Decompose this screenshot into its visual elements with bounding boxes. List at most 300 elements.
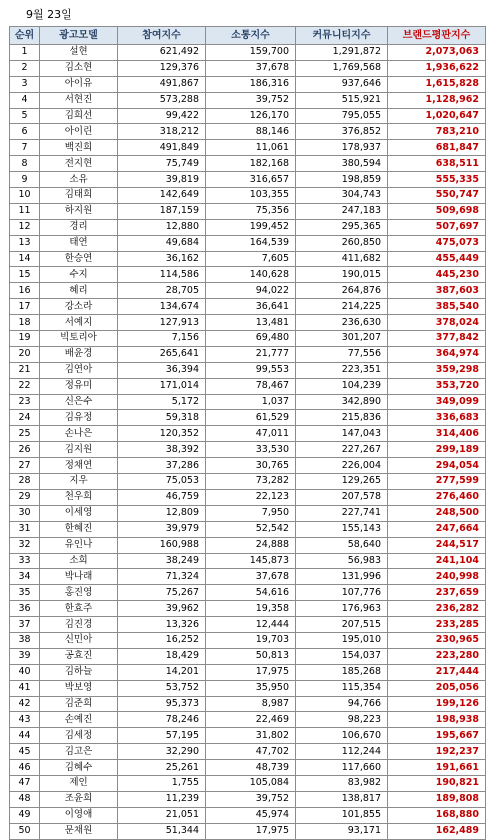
- table-row: [10, 76, 486, 92]
- communication-cell: 17,975: [206, 823, 296, 839]
- community-cell: 190,015: [296, 267, 388, 283]
- table-row: [10, 378, 486, 394]
- community-cell: 94,766: [296, 696, 388, 712]
- brand-cell: 199,126: [388, 696, 486, 712]
- communication-cell: 48,739: [206, 760, 296, 776]
- brand-cell: 2,073,063: [388, 45, 486, 61]
- table-row: [10, 505, 486, 521]
- brand-cell: 299,189: [388, 442, 486, 458]
- rank-cell: 8: [10, 156, 40, 172]
- brand-cell: 277,599: [388, 474, 486, 490]
- model-cell: 김태희: [40, 188, 118, 204]
- brand-cell: 1,936,622: [388, 60, 486, 76]
- model-cell: 혜리: [40, 283, 118, 299]
- model-cell: 소유: [40, 172, 118, 188]
- model-cell: 강소라: [40, 299, 118, 315]
- model-cell: 신은수: [40, 394, 118, 410]
- communication-cell: 105,084: [206, 775, 296, 791]
- communication-cell: 19,703: [206, 632, 296, 648]
- community-cell: 178,937: [296, 140, 388, 156]
- table-row: [10, 331, 486, 347]
- model-cell: 수지: [40, 267, 118, 283]
- communication-cell: 22,469: [206, 712, 296, 728]
- participation-cell: 265,641: [118, 346, 206, 362]
- communication-cell: 1,037: [206, 394, 296, 410]
- rank-cell: 26: [10, 442, 40, 458]
- rank-cell: 17: [10, 299, 40, 315]
- brand-cell: 247,664: [388, 521, 486, 537]
- brand-cell: 233,285: [388, 617, 486, 633]
- communication-cell: 45,974: [206, 807, 296, 823]
- communication-cell: 39,752: [206, 92, 296, 108]
- participation-cell: 127,913: [118, 315, 206, 331]
- rank-cell: 6: [10, 124, 40, 140]
- communication-cell: 316,657: [206, 172, 296, 188]
- model-cell: 한승연: [40, 251, 118, 267]
- table-row: [10, 728, 486, 744]
- participation-cell: 71,324: [118, 569, 206, 585]
- participation-cell: 491,867: [118, 76, 206, 92]
- participation-cell: 46,759: [118, 489, 206, 505]
- table-row: [10, 553, 486, 569]
- participation-cell: 95,373: [118, 696, 206, 712]
- communication-cell: 103,355: [206, 188, 296, 204]
- communication-cell: 39,752: [206, 791, 296, 807]
- table-row: [10, 346, 486, 362]
- brand-cell: 783,210: [388, 124, 486, 140]
- participation-cell: 12,809: [118, 505, 206, 521]
- brand-cell: 240,998: [388, 569, 486, 585]
- table-row: [10, 108, 486, 124]
- brand-cell: 244,517: [388, 537, 486, 553]
- table-row: [10, 362, 486, 378]
- brand-cell: 445,230: [388, 267, 486, 283]
- participation-cell: 75,749: [118, 156, 206, 172]
- communication-cell: 47,702: [206, 744, 296, 760]
- communication-cell: 22,123: [206, 489, 296, 505]
- model-cell: 유인나: [40, 537, 118, 553]
- community-cell: 380,594: [296, 156, 388, 172]
- participation-cell: 59,318: [118, 410, 206, 426]
- brand-cell: 190,821: [388, 775, 486, 791]
- table-row: [10, 569, 486, 585]
- communication-cell: 13,481: [206, 315, 296, 331]
- communication-cell: 21,777: [206, 346, 296, 362]
- rank-cell: 46: [10, 760, 40, 776]
- brand-cell: 241,104: [388, 553, 486, 569]
- model-cell: 경리: [40, 219, 118, 235]
- table-body: [10, 45, 486, 840]
- communication-cell: 54,616: [206, 585, 296, 601]
- communication-cell: 12,444: [206, 617, 296, 633]
- community-cell: 115,354: [296, 680, 388, 696]
- communication-cell: 8,987: [206, 696, 296, 712]
- community-cell: 207,515: [296, 617, 388, 633]
- date-label: 9월 23일: [26, 8, 72, 21]
- participation-cell: 18,429: [118, 648, 206, 664]
- participation-cell: 621,492: [118, 45, 206, 61]
- model-cell: 조윤희: [40, 791, 118, 807]
- community-cell: 247,183: [296, 203, 388, 219]
- model-cell: 전지현: [40, 156, 118, 172]
- rank-cell: 20: [10, 346, 40, 362]
- participation-cell: 318,212: [118, 124, 206, 140]
- model-cell: 아이유: [40, 76, 118, 92]
- rank-cell: 41: [10, 680, 40, 696]
- communication-cell: 37,678: [206, 60, 296, 76]
- community-cell: 215,836: [296, 410, 388, 426]
- communication-cell: 145,873: [206, 553, 296, 569]
- community-cell: 1,291,872: [296, 45, 388, 61]
- model-cell: 태연: [40, 235, 118, 251]
- community-cell: 227,267: [296, 442, 388, 458]
- community-cell: 198,859: [296, 172, 388, 188]
- table-row: [10, 585, 486, 601]
- community-cell: 56,983: [296, 553, 388, 569]
- participation-cell: 37,286: [118, 458, 206, 474]
- header-participation: 참여지수: [118, 27, 206, 45]
- rank-cell: 31: [10, 521, 40, 537]
- model-cell: 김희선: [40, 108, 118, 124]
- model-cell: 배윤경: [40, 346, 118, 362]
- brand-cell: 377,842: [388, 331, 486, 347]
- rank-cell: 34: [10, 569, 40, 585]
- communication-cell: 88,146: [206, 124, 296, 140]
- rank-cell: 40: [10, 664, 40, 680]
- table-row: [10, 203, 486, 219]
- table-row: [10, 188, 486, 204]
- participation-cell: 160,988: [118, 537, 206, 553]
- rank-cell: 30: [10, 505, 40, 521]
- brand-cell: 509,698: [388, 203, 486, 219]
- model-cell: 설현: [40, 45, 118, 61]
- communication-cell: 37,678: [206, 569, 296, 585]
- table-row: [10, 601, 486, 617]
- rank-cell: 37: [10, 617, 40, 633]
- model-cell: 이영애: [40, 807, 118, 823]
- model-cell: 김연아: [40, 362, 118, 378]
- brand-cell: 237,659: [388, 585, 486, 601]
- table-row: [10, 648, 486, 664]
- community-cell: 227,741: [296, 505, 388, 521]
- model-cell: 손나은: [40, 426, 118, 442]
- participation-cell: 78,246: [118, 712, 206, 728]
- communication-cell: 31,802: [206, 728, 296, 744]
- rank-cell: 16: [10, 283, 40, 299]
- rank-cell: 43: [10, 712, 40, 728]
- brand-cell: 198,938: [388, 712, 486, 728]
- community-cell: 176,963: [296, 601, 388, 617]
- rank-cell: 25: [10, 426, 40, 442]
- community-cell: 304,743: [296, 188, 388, 204]
- table-row: [10, 712, 486, 728]
- participation-cell: 51,344: [118, 823, 206, 839]
- community-cell: 129,265: [296, 474, 388, 490]
- participation-cell: 36,162: [118, 251, 206, 267]
- brand-cell: 353,720: [388, 378, 486, 394]
- table-row: [10, 474, 486, 490]
- participation-cell: 39,819: [118, 172, 206, 188]
- participation-cell: 11,239: [118, 791, 206, 807]
- model-cell: 빅토리아: [40, 331, 118, 347]
- participation-cell: 38,249: [118, 553, 206, 569]
- model-cell: 정유미: [40, 378, 118, 394]
- table-row: [10, 760, 486, 776]
- brand-cell: 189,808: [388, 791, 486, 807]
- brand-cell: 230,965: [388, 632, 486, 648]
- community-cell: 411,682: [296, 251, 388, 267]
- rank-cell: 49: [10, 807, 40, 823]
- participation-cell: 39,962: [118, 601, 206, 617]
- community-cell: 93,171: [296, 823, 388, 839]
- participation-cell: 13,326: [118, 617, 206, 633]
- table-row: [10, 315, 486, 331]
- rank-cell: 19: [10, 331, 40, 347]
- model-cell: 백진희: [40, 140, 118, 156]
- table-row: [10, 140, 486, 156]
- participation-cell: 32,290: [118, 744, 206, 760]
- table-row: [10, 489, 486, 505]
- community-cell: 106,670: [296, 728, 388, 744]
- model-cell: 김세정: [40, 728, 118, 744]
- brand-cell: 364,974: [388, 346, 486, 362]
- rank-cell: 3: [10, 76, 40, 92]
- communication-cell: 30,765: [206, 458, 296, 474]
- brand-cell: 336,683: [388, 410, 486, 426]
- rank-cell: 18: [10, 315, 40, 331]
- rank-cell: 2: [10, 60, 40, 76]
- rank-cell: 44: [10, 728, 40, 744]
- table-row: [10, 775, 486, 791]
- participation-cell: 134,674: [118, 299, 206, 315]
- model-cell: 박나래: [40, 569, 118, 585]
- participation-cell: 120,352: [118, 426, 206, 442]
- brand-cell: 455,449: [388, 251, 486, 267]
- brand-cell: 1,020,647: [388, 108, 486, 124]
- brand-cell: 1,128,962: [388, 92, 486, 108]
- rank-cell: 22: [10, 378, 40, 394]
- community-cell: 98,223: [296, 712, 388, 728]
- communication-cell: 33,530: [206, 442, 296, 458]
- communication-cell: 35,950: [206, 680, 296, 696]
- table-row: [10, 617, 486, 633]
- participation-cell: 14,201: [118, 664, 206, 680]
- table-row: [10, 299, 486, 315]
- communication-cell: 36,641: [206, 299, 296, 315]
- brand-cell: 168,880: [388, 807, 486, 823]
- brand-cell: 359,298: [388, 362, 486, 378]
- model-cell: 이세영: [40, 505, 118, 521]
- table-row: [10, 632, 486, 648]
- communication-cell: 69,480: [206, 331, 296, 347]
- model-cell: 홍진영: [40, 585, 118, 601]
- community-cell: 77,556: [296, 346, 388, 362]
- communication-cell: 140,628: [206, 267, 296, 283]
- communication-cell: 11,061: [206, 140, 296, 156]
- participation-cell: 25,261: [118, 760, 206, 776]
- model-cell: 서현진: [40, 92, 118, 108]
- participation-cell: 49,684: [118, 235, 206, 251]
- table-row: [10, 426, 486, 442]
- table-row: [10, 823, 486, 839]
- brand-cell: 195,667: [388, 728, 486, 744]
- communication-cell: 52,542: [206, 521, 296, 537]
- model-cell: 한효주: [40, 601, 118, 617]
- table-row: [10, 235, 486, 251]
- communication-cell: 19,358: [206, 601, 296, 617]
- table-row: [10, 744, 486, 760]
- rank-cell: 38: [10, 632, 40, 648]
- model-cell: 김준희: [40, 696, 118, 712]
- table-row: [10, 60, 486, 76]
- community-cell: 236,630: [296, 315, 388, 331]
- participation-cell: 16,252: [118, 632, 206, 648]
- model-cell: 신민아: [40, 632, 118, 648]
- community-cell: 58,640: [296, 537, 388, 553]
- communication-cell: 73,282: [206, 474, 296, 490]
- community-cell: 376,852: [296, 124, 388, 140]
- table-row: [10, 458, 486, 474]
- brand-cell: 385,540: [388, 299, 486, 315]
- rank-cell: 10: [10, 188, 40, 204]
- community-cell: 1,769,568: [296, 60, 388, 76]
- rank-cell: 13: [10, 235, 40, 251]
- participation-cell: 573,288: [118, 92, 206, 108]
- rank-cell: 29: [10, 489, 40, 505]
- community-cell: 207,578: [296, 489, 388, 505]
- table-row: [10, 172, 486, 188]
- brand-cell: 1,615,828: [388, 76, 486, 92]
- rank-cell: 7: [10, 140, 40, 156]
- communication-cell: 182,168: [206, 156, 296, 172]
- rank-cell: 39: [10, 648, 40, 664]
- community-cell: 117,660: [296, 760, 388, 776]
- rank-cell: 1: [10, 45, 40, 61]
- model-cell: 박보영: [40, 680, 118, 696]
- participation-cell: 99,422: [118, 108, 206, 124]
- brand-cell: 314,406: [388, 426, 486, 442]
- model-cell: 김고은: [40, 744, 118, 760]
- model-cell: 서예지: [40, 315, 118, 331]
- community-cell: 101,855: [296, 807, 388, 823]
- model-cell: 한혜진: [40, 521, 118, 537]
- community-cell: 83,982: [296, 775, 388, 791]
- community-cell: 195,010: [296, 632, 388, 648]
- communication-cell: 47,011: [206, 426, 296, 442]
- header-community: 커뮤니티지수: [296, 27, 388, 45]
- community-cell: 131,996: [296, 569, 388, 585]
- community-cell: 147,043: [296, 426, 388, 442]
- header-brand: 브랜드평판지수: [388, 27, 486, 45]
- communication-cell: 24,888: [206, 537, 296, 553]
- rank-cell: 33: [10, 553, 40, 569]
- model-cell: 김지원: [40, 442, 118, 458]
- communication-cell: 164,539: [206, 235, 296, 251]
- communication-cell: 199,452: [206, 219, 296, 235]
- brand-cell: 236,282: [388, 601, 486, 617]
- brand-cell: 378,024: [388, 315, 486, 331]
- brand-cell: 191,661: [388, 760, 486, 776]
- participation-cell: 75,267: [118, 585, 206, 601]
- rank-cell: 32: [10, 537, 40, 553]
- community-cell: 214,225: [296, 299, 388, 315]
- communication-cell: 61,529: [206, 410, 296, 426]
- model-cell: 제인: [40, 775, 118, 791]
- header-rank: 순위: [10, 27, 40, 45]
- brand-cell: 349,099: [388, 394, 486, 410]
- header-model: 광고모델: [40, 27, 118, 45]
- communication-cell: 75,356: [206, 203, 296, 219]
- community-cell: 104,239: [296, 378, 388, 394]
- community-cell: 295,365: [296, 219, 388, 235]
- table-row: [10, 45, 486, 61]
- rank-cell: 4: [10, 92, 40, 108]
- table-row: [10, 267, 486, 283]
- rank-cell: 12: [10, 219, 40, 235]
- community-cell: 138,817: [296, 791, 388, 807]
- participation-cell: 75,053: [118, 474, 206, 490]
- brand-cell: 555,335: [388, 172, 486, 188]
- rank-cell: 5: [10, 108, 40, 124]
- model-cell: 김혜수: [40, 760, 118, 776]
- model-cell: 아이린: [40, 124, 118, 140]
- model-cell: 김소현: [40, 60, 118, 76]
- communication-cell: 7,605: [206, 251, 296, 267]
- brand-cell: 507,697: [388, 219, 486, 235]
- brand-cell: 192,237: [388, 744, 486, 760]
- rank-cell: 35: [10, 585, 40, 601]
- participation-cell: 171,014: [118, 378, 206, 394]
- community-cell: 795,055: [296, 108, 388, 124]
- table-row: [10, 680, 486, 696]
- rank-cell: 15: [10, 267, 40, 283]
- header-communication: 소통지수: [206, 27, 296, 45]
- rank-cell: 23: [10, 394, 40, 410]
- rank-cell: 11: [10, 203, 40, 219]
- table-row: [10, 442, 486, 458]
- brand-cell: 223,280: [388, 648, 486, 664]
- communication-cell: 126,170: [206, 108, 296, 124]
- community-cell: 515,921: [296, 92, 388, 108]
- community-cell: 226,004: [296, 458, 388, 474]
- model-cell: 김유정: [40, 410, 118, 426]
- community-cell: 107,776: [296, 585, 388, 601]
- participation-cell: 491,849: [118, 140, 206, 156]
- rank-cell: 14: [10, 251, 40, 267]
- participation-cell: 36,394: [118, 362, 206, 378]
- communication-cell: 17,975: [206, 664, 296, 680]
- brand-cell: 475,073: [388, 235, 486, 251]
- table-row: [10, 696, 486, 712]
- ranking-table: [9, 26, 486, 840]
- participation-cell: 5,172: [118, 394, 206, 410]
- brand-cell: 217,444: [388, 664, 486, 680]
- table-row: [10, 791, 486, 807]
- rank-cell: 9: [10, 172, 40, 188]
- model-cell: 지우: [40, 474, 118, 490]
- model-cell: 김진경: [40, 617, 118, 633]
- model-cell: 소희: [40, 553, 118, 569]
- brand-cell: 248,500: [388, 505, 486, 521]
- table-row: [10, 521, 486, 537]
- model-cell: 손예진: [40, 712, 118, 728]
- communication-cell: 50,813: [206, 648, 296, 664]
- table-row: [10, 394, 486, 410]
- participation-cell: 28,705: [118, 283, 206, 299]
- community-cell: 264,876: [296, 283, 388, 299]
- rank-cell: 27: [10, 458, 40, 474]
- communication-cell: 186,316: [206, 76, 296, 92]
